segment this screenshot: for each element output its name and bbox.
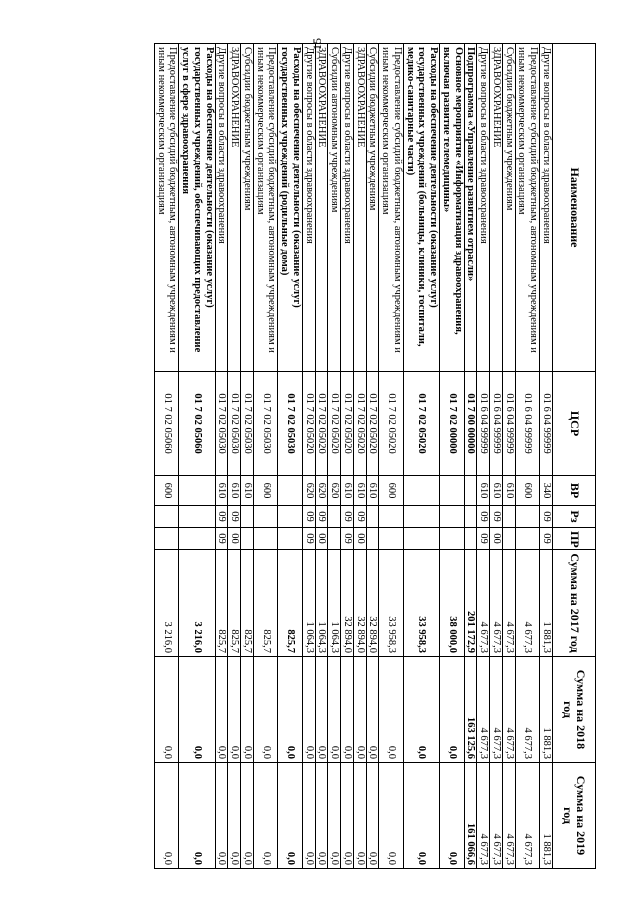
table-row [503, 44, 516, 869]
row-sum-2019: 0,0 [228, 763, 241, 869]
row-sum-2018: 0,0 [254, 657, 279, 763]
row-rz [241, 506, 254, 528]
row-sum-2017: 825,7 [241, 550, 254, 657]
row-vr: 610 [341, 476, 354, 506]
row-sum-2018: 4 677,3 [503, 657, 516, 763]
row-sum-2019: 0,0 [315, 763, 328, 869]
row-sum-2017: 825,7 [254, 550, 279, 657]
row-name: Другие вопросы в области здравоохранения [215, 44, 228, 372]
table-row [315, 44, 328, 869]
table-row [440, 44, 465, 869]
row-vr [404, 476, 440, 506]
row-rz [179, 506, 215, 528]
row-sum-2017: 4 677,3 [490, 550, 503, 657]
table-row [477, 44, 490, 869]
row-rz: 09 [477, 506, 490, 528]
table-row [515, 44, 540, 869]
row-rz [404, 506, 440, 528]
header-csr: ЦСР [553, 372, 596, 476]
page-number: 15 [310, 38, 324, 50]
budget-table [154, 43, 596, 869]
row-rz: 09 [303, 506, 316, 528]
row-sum-2017: 1 064,3 [315, 550, 328, 657]
row-name: Субсидии автономным учреждениям [328, 44, 341, 372]
row-pr: 09 [540, 528, 553, 550]
row-csr: 01 7 02 05020 [354, 372, 367, 476]
row-csr: 01 7 02 05020 [341, 372, 354, 476]
row-name: Основное мероприятие «Информатизация здравоохранения, включая развитие телемедицины» [440, 44, 465, 372]
row-vr: 340 [540, 476, 553, 506]
row-rz: 09 [490, 506, 503, 528]
row-vr: 600 [254, 476, 279, 506]
row-csr: 01 7 02 05030 [278, 372, 303, 476]
row-sum-2019: 0,0 [379, 763, 404, 869]
table-row [179, 44, 215, 869]
row-vr: 610 [366, 476, 379, 506]
row-sum-2017: 1 064,3 [328, 550, 341, 657]
row-sum-2019: 4 677,3 [503, 763, 516, 869]
row-csr: 01 6 04 99999 [477, 372, 490, 476]
header-sum-2017: Сумма на 2017 год [553, 550, 596, 657]
row-name: ЗДРАВООХРАНЕНИЕ [354, 44, 367, 372]
row-sum-2018: 0,0 [278, 657, 303, 763]
table-row [155, 44, 180, 869]
row-sum-2017: 4 677,3 [515, 550, 540, 657]
row-pr [179, 528, 215, 550]
row-sum-2017: 825,7 [278, 550, 303, 657]
row-sum-2019: 161 066,6 [464, 763, 477, 869]
row-rz [328, 506, 341, 528]
row-vr: 600 [515, 476, 540, 506]
row-rz: 09 [228, 506, 241, 528]
row-csr: 01 7 02 05030 [254, 372, 279, 476]
row-sum-2017: 38 000,0 [440, 550, 465, 657]
row-sum-2019: 0,0 [254, 763, 279, 869]
row-csr: 01 7 02 05060 [155, 372, 180, 476]
row-csr: 01 7 02 05030 [215, 372, 228, 476]
row-vr: 610 [241, 476, 254, 506]
header-pr: ПР [553, 528, 596, 550]
row-sum-2018: 0,0 [366, 657, 379, 763]
table-row [254, 44, 279, 869]
table-row [241, 44, 254, 869]
row-pr: 09 [477, 528, 490, 550]
row-pr [379, 528, 404, 550]
row-rz: 09 [215, 506, 228, 528]
row-sum-2019: 4 677,3 [477, 763, 490, 869]
row-sum-2017: 33 958,3 [404, 550, 440, 657]
row-vr: 620 [315, 476, 328, 506]
row-name: Предоставление субсидий бюджетным, автономным учреждениям и иным некоммерческим организациям [379, 44, 404, 372]
row-name: ЗДРАВООХРАНЕНИЕ [315, 44, 328, 372]
row-sum-2019: 0,0 [341, 763, 354, 869]
table-body [155, 44, 553, 869]
row-name: Субсидии бюджетным учреждениям [503, 44, 516, 372]
row-pr: 09 [341, 528, 354, 550]
row-sum-2019: 0,0 [155, 763, 180, 869]
row-name: Предоставление субсидий бюджетным, автономным учреждениям и иным некоммерческим организациям [515, 44, 540, 372]
row-rz [155, 506, 180, 528]
row-sum-2018: 0,0 [315, 657, 328, 763]
row-rz: 09 [315, 506, 328, 528]
row-sum-2018: 0,0 [179, 657, 215, 763]
row-pr [254, 528, 279, 550]
row-csr: 01 7 02 05020 [404, 372, 440, 476]
row-pr [278, 528, 303, 550]
row-pr [328, 528, 341, 550]
row-name: Подпрограмма «Управление развитием отрасли» [464, 44, 477, 372]
row-csr: 01 7 02 05030 [228, 372, 241, 476]
row-sum-2018: 0,0 [155, 657, 180, 763]
table-row [215, 44, 228, 869]
row-vr [179, 476, 215, 506]
row-csr: 01 7 02 05020 [328, 372, 341, 476]
row-name: Субсидии бюджетным учреждениям [241, 44, 254, 372]
row-sum-2018: 0,0 [241, 657, 254, 763]
row-sum-2019: 0,0 [303, 763, 316, 869]
row-name: Другие вопросы в области здравоохранения [341, 44, 354, 372]
row-sum-2017: 1 881,3 [540, 550, 553, 657]
row-sum-2018: 0,0 [341, 657, 354, 763]
row-sum-2019: 0,0 [179, 763, 215, 869]
row-rz [278, 506, 303, 528]
header-sum-2019: Сумма на 2019 год [553, 763, 596, 869]
table-row [464, 44, 477, 869]
row-sum-2018: 4 677,3 [477, 657, 490, 763]
row-pr [503, 528, 516, 550]
row-sum-2018: 0,0 [440, 657, 465, 763]
row-vr [464, 476, 477, 506]
table-row [303, 44, 316, 869]
row-sum-2019: 4 677,3 [515, 763, 540, 869]
row-pr: 00 [490, 528, 503, 550]
row-sum-2017: 201 172,9 [464, 550, 477, 657]
row-vr: 610 [354, 476, 367, 506]
row-name: Расходы на обеспечение деятельности (оказание услуг) государственных учреждений (больницы, клиники, госпитали, медико-санитарные части) [404, 44, 440, 372]
row-sum-2018: 0,0 [215, 657, 228, 763]
row-rz [440, 506, 465, 528]
row-csr: 01 6 04 99999 [490, 372, 503, 476]
row-sum-2018: 4 677,3 [515, 657, 540, 763]
row-sum-2019: 0,0 [366, 763, 379, 869]
row-vr: 610 [477, 476, 490, 506]
row-sum-2018: 0,0 [303, 657, 316, 763]
row-rz [503, 506, 516, 528]
row-sum-2018: 0,0 [379, 657, 404, 763]
table-row [366, 44, 379, 869]
row-vr: 610 [215, 476, 228, 506]
row-pr [241, 528, 254, 550]
row-name: Расходы на обеспечение деятельности (оказание услуг) государственных учреждений, обеспечивающих предоставление услуг в сфере здравоохранения [179, 44, 215, 372]
row-name: ЗДРАВООХРАНЕНИЕ [490, 44, 503, 372]
row-csr: 01 7 02 05020 [379, 372, 404, 476]
row-csr: 01 7 00 00000 [464, 372, 477, 476]
row-sum-2017: 33 958,3 [379, 550, 404, 657]
table-row [341, 44, 354, 869]
row-csr: 01 6 04 99999 [503, 372, 516, 476]
header-sum-2018: Сумма на 2018 год [553, 657, 596, 763]
row-sum-2019: 0,0 [278, 763, 303, 869]
row-vr: 610 [490, 476, 503, 506]
row-name: Другие вопросы в области здравоохранения [303, 44, 316, 372]
row-sum-2018: 0,0 [354, 657, 367, 763]
row-sum-2019: 0,0 [440, 763, 465, 869]
row-sum-2018: 163 125,6 [464, 657, 477, 763]
table-row [328, 44, 341, 869]
row-vr [278, 476, 303, 506]
row-rz [366, 506, 379, 528]
rotated-page-content [64, 43, 596, 868]
row-rz [515, 506, 540, 528]
row-pr [155, 528, 180, 550]
row-sum-2018: 0,0 [228, 657, 241, 763]
row-sum-2019: 0,0 [241, 763, 254, 869]
row-sum-2017: 32 894,0 [341, 550, 354, 657]
row-csr: 01 7 02 05020 [303, 372, 316, 476]
row-sum-2017: 4 677,3 [477, 550, 490, 657]
row-csr: 01 7 02 05030 [241, 372, 254, 476]
table-row [228, 44, 241, 869]
row-name: Расходы на обеспечение деятельности (оказание услуг) государственных учреждений (родильные дома) [278, 44, 303, 372]
row-name: Предоставление субсидий бюджетным, автономным учреждениям и иным некоммерческим организациям [254, 44, 279, 372]
row-csr: 01 7 02 00000 [440, 372, 465, 476]
row-rz: 09 [540, 506, 553, 528]
row-vr: 610 [503, 476, 516, 506]
row-sum-2018: 4 677,3 [490, 657, 503, 763]
row-sum-2017: 32 894,0 [354, 550, 367, 657]
row-name: Предоставление субсидий бюджетным, автономным учреждениям и иным некоммерческим организациям [155, 44, 180, 372]
row-vr: 600 [155, 476, 180, 506]
row-pr [366, 528, 379, 550]
row-pr: 00 [354, 528, 367, 550]
row-pr: 00 [228, 528, 241, 550]
row-name: Другие вопросы в области здравоохранения [540, 44, 553, 372]
row-rz [254, 506, 279, 528]
row-vr: 620 [328, 476, 341, 506]
row-vr [440, 476, 465, 506]
table-row [278, 44, 303, 869]
table-header-row [553, 44, 596, 869]
row-pr [440, 528, 465, 550]
row-sum-2018: 1 881,3 [540, 657, 553, 763]
row-sum-2017: 1 064,3 [303, 550, 316, 657]
row-rz [379, 506, 404, 528]
row-pr [404, 528, 440, 550]
row-vr: 610 [228, 476, 241, 506]
row-pr [464, 528, 477, 550]
row-sum-2017: 825,7 [215, 550, 228, 657]
header-vr: ВР [553, 476, 596, 506]
table-row [540, 44, 553, 869]
table-row [490, 44, 503, 869]
row-sum-2019: 4 677,3 [490, 763, 503, 869]
row-vr: 620 [303, 476, 316, 506]
header-name: Наименование [553, 44, 596, 372]
row-rz [464, 506, 477, 528]
row-csr: 01 7 02 05060 [179, 372, 215, 476]
row-sum-2019: 0,0 [404, 763, 440, 869]
table-row [379, 44, 404, 869]
row-pr: 00 [315, 528, 328, 550]
row-csr: 01 6 04 99999 [515, 372, 540, 476]
row-sum-2018: 0,0 [328, 657, 341, 763]
row-sum-2019: 0,0 [354, 763, 367, 869]
table-row [404, 44, 440, 869]
row-sum-2017: 3 216,0 [179, 550, 215, 657]
row-sum-2017: 32 894,0 [366, 550, 379, 657]
row-csr: 01 6 04 99999 [540, 372, 553, 476]
row-name: Субсидии бюджетным учреждениям [366, 44, 379, 372]
row-pr [515, 528, 540, 550]
row-sum-2017: 4 677,3 [503, 550, 516, 657]
row-pr: 09 [303, 528, 316, 550]
row-vr: 600 [379, 476, 404, 506]
row-sum-2019: 0,0 [328, 763, 341, 869]
row-name: ЗДРАВООХРАНЕНИЕ [228, 44, 241, 372]
row-rz: 09 [354, 506, 367, 528]
row-rz: 09 [341, 506, 354, 528]
row-pr: 09 [215, 528, 228, 550]
row-csr: 01 7 02 05020 [366, 372, 379, 476]
header-rz: Рз [553, 506, 596, 528]
row-sum-2018: 0,0 [404, 657, 440, 763]
row-sum-2019: 1 881,3 [540, 763, 553, 869]
table-row [354, 44, 367, 869]
row-sum-2019: 0,0 [215, 763, 228, 869]
row-sum-2017: 3 216,0 [155, 550, 180, 657]
row-name: Другие вопросы в области здравоохранения [477, 44, 490, 372]
row-csr: 01 7 02 05020 [315, 372, 328, 476]
row-sum-2017: 825,7 [228, 550, 241, 657]
